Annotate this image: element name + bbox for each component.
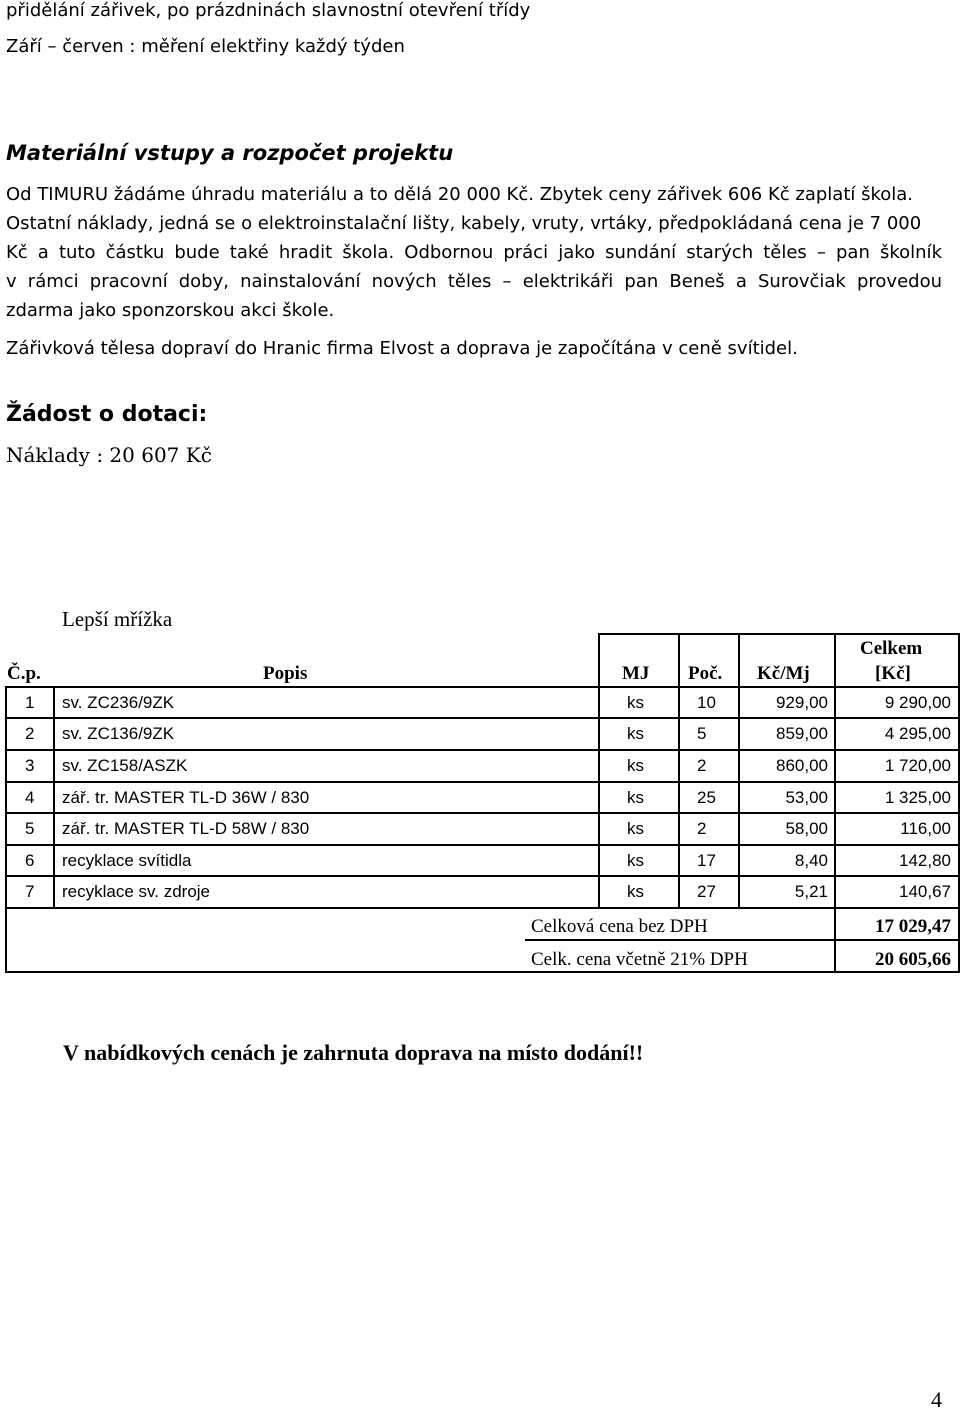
closing-note: V nabídkových cenách je zahrnuta doprava na místo dodání!! [63, 1040, 644, 1065]
row-mj: ks [627, 819, 644, 838]
row-cp: 5 [25, 819, 35, 838]
header-cp: Č.p. [7, 663, 41, 684]
row-popis: sv. ZC158/ASZK [62, 756, 188, 775]
row-popis: zář. tr. MASTER TL-D 36W / 830 [62, 788, 310, 807]
grant-heading: Žádost o dotaci: [6, 402, 208, 427]
header-popis: Popis [263, 663, 308, 684]
row-celkem: 142,80 [899, 851, 951, 870]
row-mj: ks [627, 882, 644, 901]
row-mj: ks [627, 756, 644, 775]
row-poc: 25 [697, 788, 716, 807]
budget-paragraph-line-3: Kč a tuto částku bude také hradit škola. Odbornou práci jako sundání starých těles – pan školník [6, 242, 942, 263]
budget-paragraph-line-2: Ostatní náklady, jedná se o elektroinstalační lišty, kabely, vruty, vrtáky, předpokládaná cena je 7 000 [6, 213, 922, 234]
row-mj: ks [627, 693, 644, 712]
row-celkem: 9 290,00 [884, 693, 951, 712]
row-popis: sv. ZC236/9ZK [62, 693, 175, 712]
row-popis: zář. tr. MASTER TL-D 58W / 830 [62, 819, 310, 838]
row-cp: 2 [25, 724, 35, 743]
row-popis: sv. ZC136/9ZK [62, 724, 175, 743]
total-no-vat-value: 17 029,47 [875, 916, 951, 937]
budget-table [5, 633, 960, 973]
budget-paragraph-line-5: zdarma jako sponzorskou akci škole. [6, 300, 335, 321]
table-caption: Lepší mřížka [62, 607, 173, 631]
row-popis: recyklace svítidla [62, 851, 192, 870]
row-kc-mj: 8,40 [794, 851, 828, 870]
total-no-vat-label: Celková cena bez DPH [531, 916, 708, 937]
intro-line-2: Září – červen : měření elektřiny každý týden [6, 36, 405, 57]
row-mj: ks [627, 851, 644, 870]
row-cp: 3 [25, 756, 35, 775]
row-poc: 2 [697, 819, 707, 838]
budget-paragraph-line-1: Od TIMURU žádáme úhradu materiálu a to dělá 20 000 Kč. Zbytek ceny zářivek 606 Kč zaplatí škola. [6, 184, 914, 205]
row-poc: 17 [697, 851, 716, 870]
section-title: Materiální vstupy a rozpočet projektu [6, 141, 454, 165]
row-cp: 7 [25, 882, 35, 901]
row-kc-mj: 859,00 [776, 724, 828, 743]
row-celkem: 116,00 [900, 819, 951, 838]
row-celkem: 1 720,00 [884, 756, 951, 775]
row-cp: 1 [25, 693, 35, 712]
row-cp: 4 [25, 788, 35, 807]
row-mj: ks [627, 788, 644, 807]
row-popis: recyklace sv. zdroje [62, 882, 211, 901]
row-poc: 27 [697, 882, 716, 901]
row-kc-mj: 5,21 [794, 882, 828, 901]
row-celkem: 140,67 [899, 882, 951, 901]
row-kc-mj: 929,00 [776, 693, 828, 712]
delivery-paragraph: Zářivková tělesa dopraví do Hranic firma Elvost a doprava je započítána v ceně svítidel. [6, 338, 798, 359]
row-kc-mj: 53,00 [785, 788, 828, 807]
row-poc: 5 [697, 724, 707, 743]
page-number: 4 [931, 1387, 942, 1412]
costs-line: Náklady : 20 607 Kč [6, 443, 212, 467]
row-poc: 10 [697, 693, 716, 712]
row-kc-mj: 58,00 [785, 819, 828, 838]
header-poc: Poč. [688, 663, 723, 684]
header-celkem-unit: [Kč] [875, 663, 911, 684]
row-celkem: 4 295,00 [884, 724, 951, 743]
header-kc-mj: Kč/Mj [757, 663, 810, 684]
budget-paragraph [6, 180, 942, 325]
row-celkem: 1 325,00 [884, 788, 951, 807]
row-mj: ks [627, 724, 644, 743]
intro-line-1: přidělání zářivek, po prázdninách slavnostní otevření třídy [6, 0, 531, 21]
header-mj: MJ [622, 663, 650, 684]
row-poc: 2 [697, 756, 707, 775]
row-kc-mj: 860,00 [776, 756, 828, 775]
total-vat-value: 20 605,66 [875, 949, 951, 970]
row-cp: 6 [25, 851, 35, 870]
total-vat-label: Celk. cena včetně 21% DPH [531, 949, 748, 970]
budget-paragraph-line-4: v rámci pracovní doby, nainstalování nových těles – elektrikáři pan Beneš a Surovčiak provedou [6, 271, 942, 292]
header-celkem: Celkem [860, 638, 923, 659]
